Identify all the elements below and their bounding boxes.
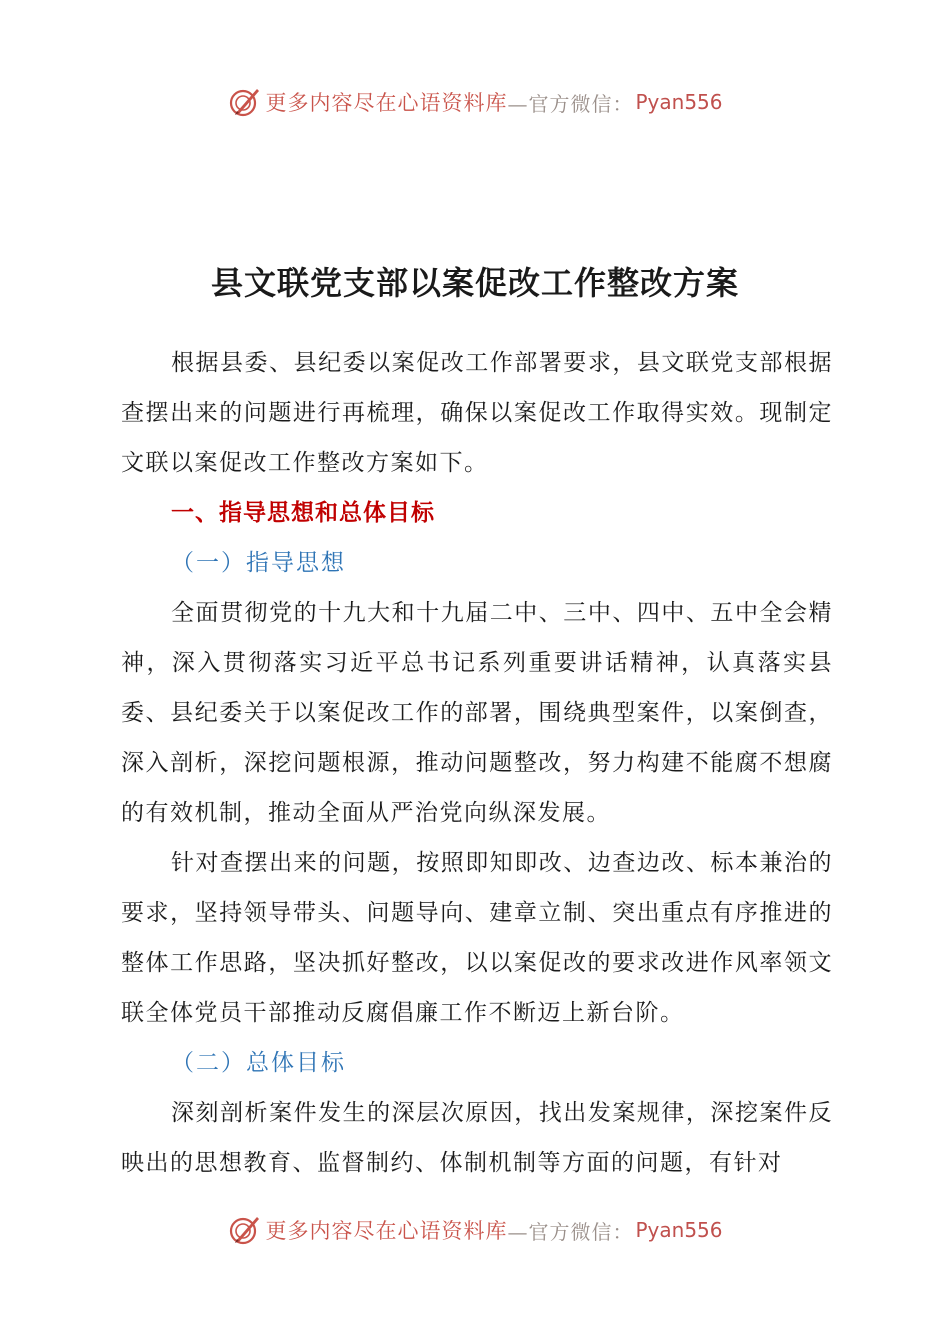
footer-brand-text: 更多内容尽在心语资料库 bbox=[265, 1219, 508, 1243]
section-heading-1: 一、指导思想和总体目标 bbox=[171, 500, 435, 526]
document-title: 县文联党支部以案促改工作整改方案 bbox=[210, 264, 739, 302]
pen-circle-logo-icon bbox=[227, 85, 261, 119]
guiding-thought-paragraph-2: 针对查摆出来的问题，按照即知即改、边查边改、标本兼治的要求，坚持领导带头、问题导向、建章立制、突出重点有序推进的整体工作思路，坚决抓好整改，以以案促改的要求改进作风率领文联全体党员干部推动反腐倡廉工作不断迈上新台阶。 bbox=[121, 850, 833, 1026]
pen-circle-logo-icon bbox=[227, 1213, 261, 1247]
footer-official-text: —官方微信： bbox=[507, 1219, 634, 1244]
banner-official-text: —官方微信： bbox=[507, 91, 634, 116]
banner-wechat-id: Pyan556 bbox=[635, 90, 723, 114]
banner-brand-text: 更多内容尽在心语资料库 bbox=[265, 91, 508, 115]
subsection-heading-overall-goal: （二）总体目标 bbox=[171, 1050, 346, 1076]
document-body bbox=[121, 338, 833, 1188]
guiding-thought-paragraph-1: 全面贯彻党的十九大和十九届二中、三中、四中、五中全会精神，深入贯彻落实习近平总书记系列重要讲话精神，认真落实县委、县纪委关于以案促改工作的部署，围绕典型案件，以案倒查，深入剖析，深挖问题根源，推动问题整改，努力构建不能腐不想腐的有效机制，推动全面从严治党向纵深发展。 bbox=[121, 600, 833, 826]
subsection-heading-guiding-thought: （一）指导思想 bbox=[171, 550, 346, 576]
footer-wechat-id: Pyan556 bbox=[635, 1218, 723, 1242]
overall-goal-paragraph-1: 深刻剖析案件发生的深层次原因，找出发案规律，深挖案件反映出的思想教育、监督制约、体制机制等方面的问题，有针对 bbox=[121, 1100, 833, 1176]
footer-banner bbox=[0, 1210, 950, 1250]
intro-paragraph: 根据县委、县纪委以案促改工作部署要求，县文联党支部根据查摆出来的问题进行再梳理，确保以案促改工作取得实效。现制定文联以案促改工作整改方案如下。 bbox=[121, 350, 833, 476]
header-banner bbox=[0, 82, 950, 122]
